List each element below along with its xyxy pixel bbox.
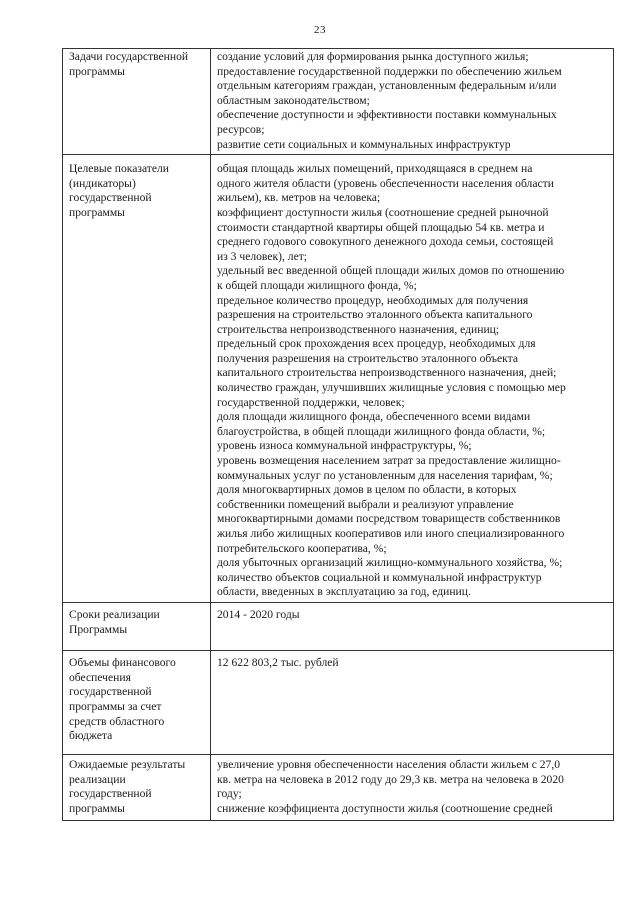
label-line: государственной (69, 787, 152, 801)
label-line: средств областного (69, 714, 165, 728)
table-row-finance (63, 651, 614, 755)
label-line: государственной (69, 191, 152, 205)
label-line: программы (69, 205, 125, 219)
label-cell (63, 603, 211, 651)
content-line: кв. метра на человека в 2012 году до 29,3 кв. метра на человека в 2020 (217, 772, 564, 786)
label-cell (63, 49, 211, 155)
content-line: общая площадь жилых помещений, приходящаяся в среднем на (217, 162, 533, 176)
label-line: (индикаторы) (69, 176, 136, 190)
content-line: доля убыточных организаций жилищно-коммунального хозяйства, %; (217, 556, 563, 570)
content-line: получения разрешения на строительство эталонного объекта (217, 351, 518, 365)
table-row-results (63, 755, 614, 821)
content-line: к общей площади жилищного фонда, %; (217, 278, 417, 292)
content-line: благоустройства, в общей площади жилищного фонда области, %; (217, 424, 546, 438)
content-line: государственной поддержки, человек; (217, 395, 405, 409)
content-line: отдельным категориям граждан, установленным федеральным и/или (217, 79, 557, 93)
content-line: доля многоквартирных домов в целом по области, в которых (217, 483, 517, 497)
label-line: Целевые показатели (69, 162, 169, 176)
content-line: собственники помещений выбрали и реализуют управление (217, 497, 514, 511)
content-line: области, введенных в эксплуатацию за год, единиц. (217, 585, 471, 599)
content-line: предельный срок прохождения всех процедур, необходимых для (217, 337, 536, 351)
content-line: снижение коэффициента доступности жилья (соотношение средней (217, 801, 553, 815)
content-cell (211, 49, 614, 155)
label-line: программы за счет (69, 699, 162, 713)
label-line: программы (69, 801, 125, 815)
content-line: 2014 - 2020 годы (217, 608, 300, 622)
content-line: предоставление государственной поддержки по обеспечению жильем (217, 64, 562, 78)
label-line: бюджета (69, 729, 113, 743)
content-line: уровень износа коммунальной инфраструктуры, %; (217, 439, 472, 453)
content-line: стоимости стандартной квартиры общей площадью 54 кв. метра и (217, 220, 545, 234)
content-line: строительства непроизводственного назначения, единиц; (217, 322, 500, 336)
content-line: обеспечение доступности и эффективности поставки коммунальных (217, 108, 557, 122)
table-row-terms (63, 603, 614, 651)
content-cell (211, 755, 614, 821)
label-cell (63, 155, 211, 603)
page-number: 23 (314, 24, 326, 36)
table-row-tasks (63, 49, 614, 155)
label-line: Ожидаемые результаты (69, 758, 186, 772)
program-passport-table (62, 48, 614, 821)
content-line: среднего годового совокупного денежного дохода семьи, состоящей (217, 235, 554, 249)
content-line: капитального строительства непроизводственного назначения, дней; (217, 366, 557, 380)
label-line: Сроки реализации (69, 608, 160, 622)
content-line: потребительского кооператива, %; (217, 541, 387, 555)
content-line: жильем), кв. метров на человека; (217, 191, 381, 205)
content-line: коммунальных услуг по установленным для населения тарифам, %; (217, 468, 553, 482)
label-line: Объемы финансового (69, 656, 176, 670)
content-line: развитие сети социальных и коммунальных инфраструктур (217, 137, 511, 151)
content-cell (211, 651, 614, 755)
content-line: разрешения на строительство эталонного объекта капитального (217, 308, 533, 322)
content-line: областным законодательством; (217, 93, 370, 107)
content-line: многоквартирными домами посредством товариществ собственников (217, 512, 561, 526)
content-line: создание условий для формирования рынка доступного жилья; (217, 50, 529, 63)
content-line: ресурсов; (217, 122, 265, 136)
label-line: Программы (69, 622, 128, 636)
content-line: году; (217, 787, 242, 801)
table-row-targets (63, 155, 614, 603)
label-line: обеспечения (69, 670, 131, 684)
content-line: доля площади жилищного фонда, обеспеченного всеми видами (217, 410, 531, 424)
label-line: программы (69, 64, 125, 78)
content-line: 12 622 803,2 тыс. рублей (217, 656, 339, 670)
content-line: одного жителя области (уровень обеспеченности населения области (217, 176, 554, 190)
content-line: жилья либо жилищных кооперативов или иного специализированного (217, 527, 565, 540)
content-line: увеличение уровня обеспеченности населения области жильем с 27,0 (217, 758, 561, 772)
content-line: коэффициент доступности жилья (соотношение средней рыночной (217, 205, 549, 219)
content-line: из 3 человек), лет; (217, 249, 307, 263)
label-line: Задачи государственной (69, 50, 189, 63)
label-cell (63, 755, 211, 821)
content-line: удельный вес введенной общей площади жилых домов по отношению (217, 264, 565, 278)
label-line: реализации (69, 772, 126, 786)
label-line: государственной (69, 685, 152, 699)
content-line: уровень возмещения населением затрат за предоставление жилищно- (217, 454, 561, 468)
content-line: количество граждан, улучшивших жилищные условия с помощью мер (217, 381, 566, 395)
content-line: количество объектов социальной и коммунальной инфраструктур (217, 570, 542, 584)
label-cell (63, 651, 211, 755)
content-line: предельное количество процедур, необходимых для получения (217, 293, 529, 307)
content-cell (211, 155, 614, 603)
content-cell (211, 603, 614, 651)
